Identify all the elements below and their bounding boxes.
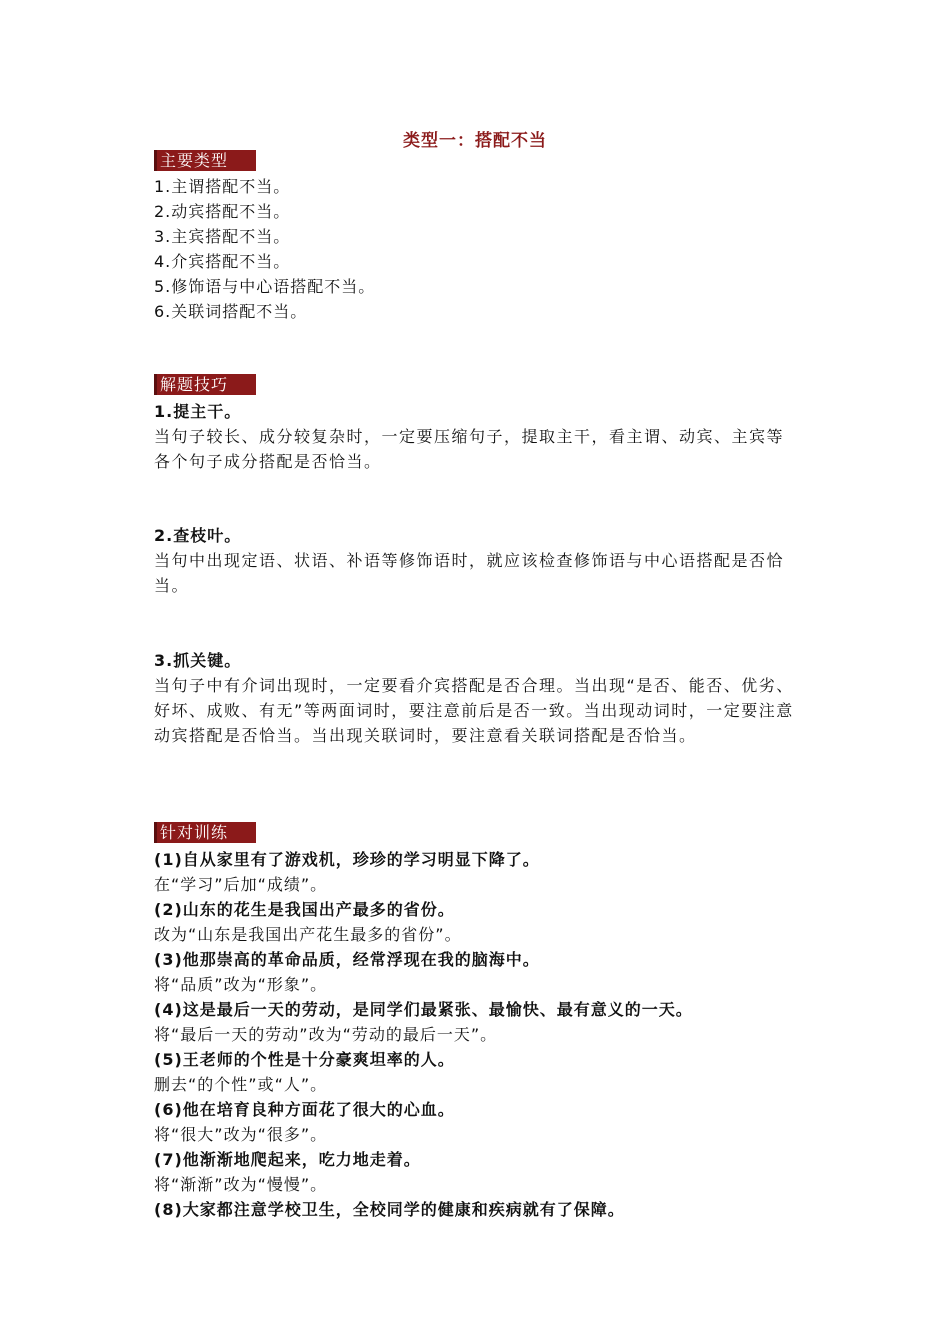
list-item: 6.关联词搭配不当。 <box>154 302 308 321</box>
practice-answer: 删去“的个性”或“人”。 <box>154 1075 328 1094</box>
tip-block-3 <box>154 648 794 748</box>
practice-question: (1)自从家里有了游戏机，珍珍的学习明显下降了。 <box>154 850 540 869</box>
list-item: 5.修饰语与中心语搭配不当。 <box>154 277 376 296</box>
practice-answer: 将“品质”改为“形象”。 <box>154 975 328 994</box>
list-item: 1.主谓搭配不当。 <box>154 177 291 196</box>
section-heading-techniques: 解题技巧 <box>154 374 256 395</box>
practice-question: (5)王老师的个性是十分豪爽坦率的人。 <box>154 1050 455 1069</box>
practice-answer: 将“渐渐”改为“慢慢”。 <box>154 1175 328 1194</box>
tip-block-1 <box>154 399 794 474</box>
tip-block-2 <box>154 523 794 598</box>
tip-title: 3.抓关键。 <box>154 651 242 670</box>
practice-answer: 改为“山东是我国出产花生最多的省份”。 <box>154 925 462 944</box>
list-item: 3.主宾搭配不当。 <box>154 227 291 246</box>
main-types-list <box>154 174 794 324</box>
practice-question: (7)他渐渐地爬起来，吃力地走着。 <box>154 1150 421 1169</box>
practice-answer: 将“最后一天的劳动”改为“劳动的最后一天”。 <box>154 1025 498 1044</box>
practice-question: (4)这是最后一天的劳动，是同学们最紧张、最愉快、最有意义的一天。 <box>154 1000 693 1019</box>
practice-question: (8)大家都注意学校卫生，全校同学的健康和疾病就有了保障。 <box>154 1200 625 1219</box>
tip-title: 2.查枝叶。 <box>154 526 242 545</box>
section-heading-practice: 针对训练 <box>154 822 256 843</box>
practice-question: (2)山东的花生是我国出产最多的省份。 <box>154 900 455 919</box>
practice-question: (6)他在培育良种方面花了很大的心血。 <box>154 1100 455 1119</box>
page-title: 类型一：搭配不当 <box>403 131 547 151</box>
practice-list <box>154 847 794 1222</box>
tip-body: 当句子中有介词出现时，一定要看介宾搭配是否合理。当出现“是否、能否、优劣、好坏、成败、有无”等两面词时，要注意前后是否一致。当出现动词时，一定要注意动宾搭配是否恰当。当出现关联词时，要注意看关联词搭配是否恰当。 <box>154 676 794 745</box>
practice-answer: 在“学习”后加“成绩”。 <box>154 875 328 894</box>
practice-answer: 将“很大”改为“很多”。 <box>154 1125 328 1144</box>
list-item: 4.介宾搭配不当。 <box>154 252 291 271</box>
list-item: 2.动宾搭配不当。 <box>154 202 291 221</box>
practice-question: (3)他那崇高的革命品质，经常浮现在我的脑海中。 <box>154 950 540 969</box>
section-heading-main-types: 主要类型 <box>154 150 256 171</box>
tip-body: 当句子较长、成分较复杂时，一定要压缩句子，提取主干，看主谓、动宾、主宾等各个句子成分搭配是否恰当。 <box>154 427 785 471</box>
tip-title: 1.提主干。 <box>154 402 242 421</box>
tip-body: 当句中出现定语、状语、补语等修饰语时，就应该检查修饰语与中心语搭配是否恰当。 <box>154 551 785 595</box>
